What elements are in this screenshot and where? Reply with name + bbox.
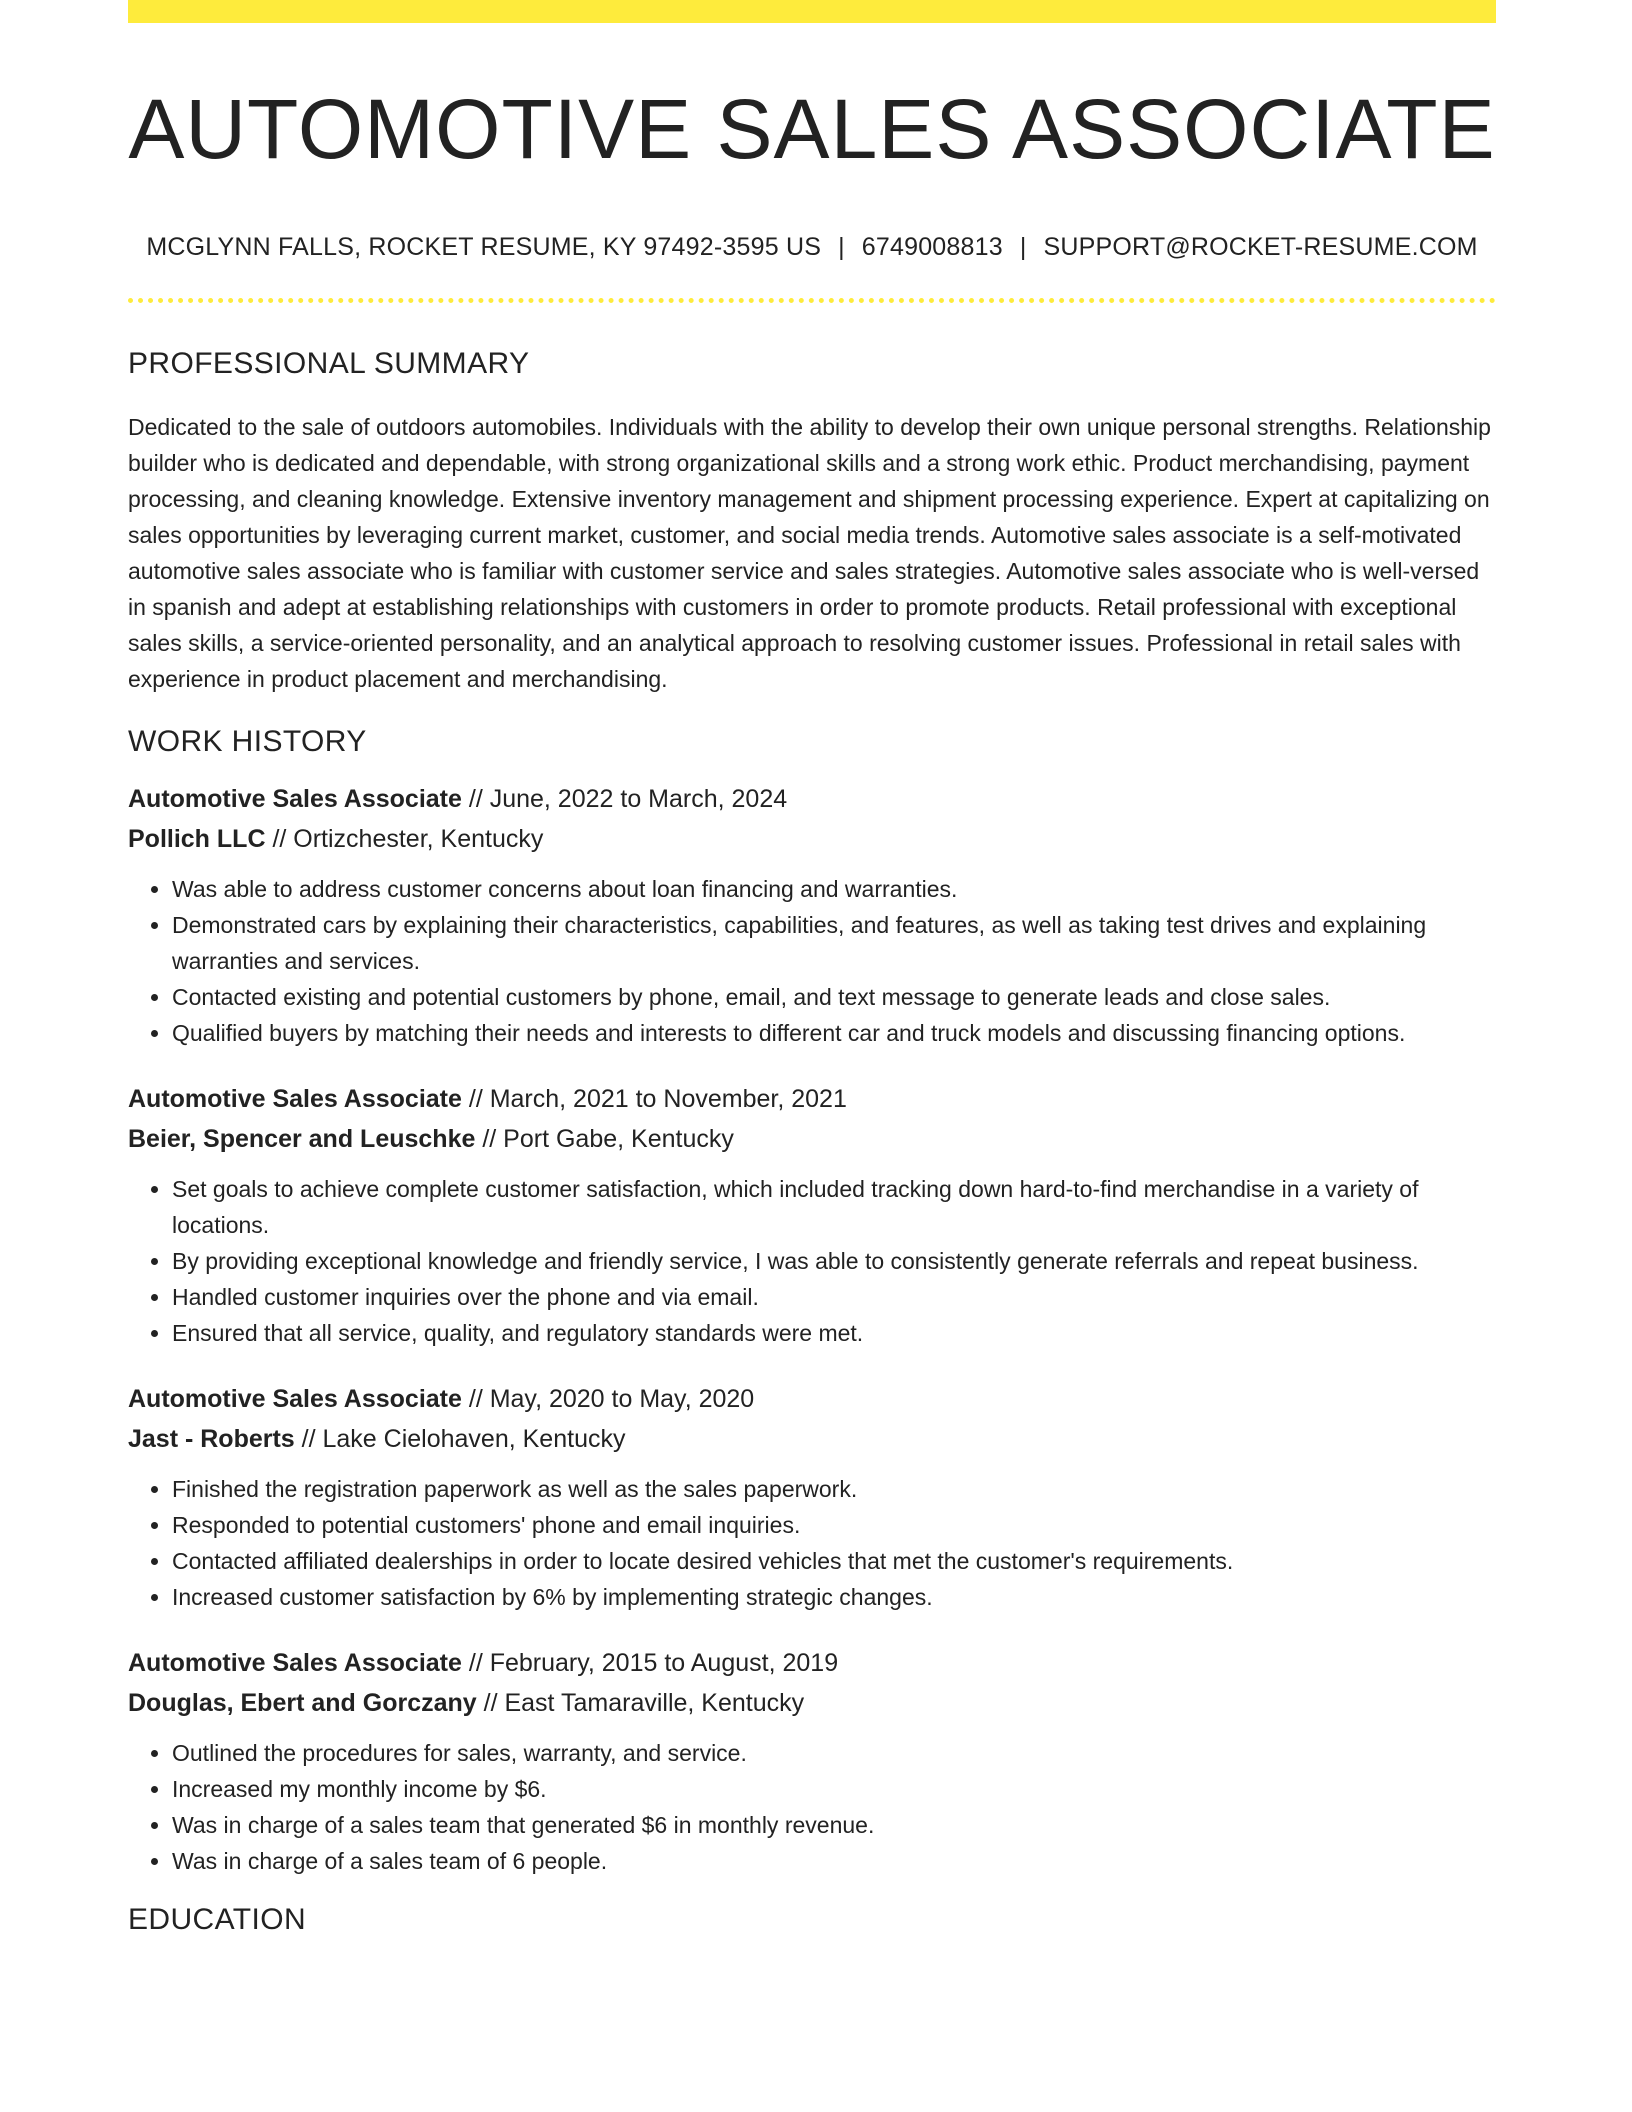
resume-page [128,0,1496,1937]
work-history-heading: WORK HISTORY [128,725,367,759]
job-role-line [128,1079,1496,1119]
job-list [128,779,1496,1879]
job-role-line [128,779,1496,819]
job-dates: // June, 2022 to March, 2024 [461,785,788,814]
job-bullet: • Finished the registration paperwork as well as the sales paperwork. [172,1471,1496,1507]
job-company-line [128,819,1496,859]
job-location: // Lake Cielohaven, Kentucky [294,1425,626,1454]
job-bullet: • Ensured that all service, quality, and regulatory standards were met. [172,1315,1496,1351]
job-company-line [128,1119,1496,1159]
job-entry [128,1643,1496,1879]
job-bullets [128,871,1496,1051]
job-bullet: • Outlined the procedures for sales, warranty, and service. [172,1735,1496,1771]
job-bullet: • By providing exceptional knowledge and friendly service, I was able to consistently generate referrals and repeat business. [172,1243,1496,1279]
job-company: Douglas, Ebert and Gorczany [128,1689,477,1718]
job-bullet: • Was in charge of a sales team of 6 people. [172,1843,1496,1879]
job-bullet: • Increased my monthly income by $6. [172,1771,1496,1807]
dotted-divider [128,298,1496,303]
email-address: SUPPORT@ROCKET-RESUME.COM [1043,233,1478,262]
job-entry [128,1079,1496,1351]
job-location: // East Tamaraville, Kentucky [476,1689,805,1718]
job-bullet: • Was in charge of a sales team that generated $6 in monthly revenue. [172,1807,1496,1843]
job-bullet: • Demonstrated cars by explaining their characteristics, capabilities, and features, as well as taking test drives and explaining warranties and services. [172,907,1496,979]
job-company-line [128,1419,1496,1459]
job-bullet: • Set goals to achieve complete customer satisfaction, which included tracking down hard-to-find merchandise in a variety of locations. [172,1171,1496,1243]
job-role-line [128,1643,1496,1683]
job-bullet: • Was able to address customer concerns about loan financing and warranties. [172,871,1496,907]
address: MCGLYNN FALLS, ROCKET RESUME, KY 97492-3595 US [146,233,822,262]
job-dates: // May, 2020 to May, 2020 [461,1385,755,1414]
job-dates: // March, 2021 to November, 2021 [461,1085,847,1114]
job-company-line [128,1683,1496,1723]
job-location: // Port Gabe, Kentucky [475,1125,734,1154]
job-role-line [128,1379,1496,1419]
separator: | [1019,233,1027,262]
accent-bar [128,0,1496,23]
job-bullet: • Contacted affiliated dealerships in order to locate desired vehicles that met the customer's requirements. [172,1543,1496,1579]
job-bullets [128,1735,1496,1879]
separator: | [838,233,845,262]
summary-text: Dedicated to the sale of outdoors automobiles. Individuals with the ability to develop their own unique personal strengths. Relationship builder who is dedicated and dependable, with strong organizational skills and a strong work ethic. Product merchandising, payment processing, and cleaning knowledge. Extensive inventory management and shipment processing experience. Expert at capitalizing on sales opportunities by leveraging current market, customer, and social media trends. Automotive sales associate is a self-motivated automotive sales associate who is familiar with customer service and sales strategies. Automotive sales associate who is well-versed in spanish and adept at establishing relationships with customers in order to promote products. Retail professional with exceptional sales skills, a service-oriented personality, and an analytical approach to resolving customer issues. Professional in retail sales with experience in product placement and merchandising. [128,414,1491,693]
phone-number: 6749008813 [861,233,1003,262]
job-bullet: • Contacted existing and potential customers by phone, email, and text message to generate leads and close sales. [172,979,1496,1015]
job-entry [128,779,1496,1051]
resume-title: AUTOMOTIVE SALES ASSOCIATE [128,82,1496,176]
job-location: // Ortizchester, Kentucky [265,825,544,854]
summary-heading: PROFESSIONAL SUMMARY [128,347,530,381]
job-role: Automotive Sales Associate [128,785,462,814]
job-bullet: • Responded to potential customers' phone and email inquiries. [172,1507,1496,1543]
job-dates: // February, 2015 to August, 2019 [461,1649,839,1678]
job-role: Automotive Sales Associate [128,1385,462,1414]
job-role: Automotive Sales Associate [128,1649,462,1678]
job-company: Pollich LLC [128,825,266,854]
job-role: Automotive Sales Associate [128,1085,462,1114]
job-bullets [128,1171,1496,1351]
job-bullet: • Handled customer inquiries over the phone and via email. [172,1279,1496,1315]
job-company: Jast - Roberts [128,1425,295,1454]
job-company: Beier, Spencer and Leuschke [128,1125,476,1154]
job-entry [128,1379,1496,1615]
job-bullets [128,1471,1496,1615]
job-bullet: • Qualified buyers by matching their needs and interests to different car and truck models and discussing financing options. [172,1015,1496,1051]
education-heading: EDUCATION [128,1903,307,1937]
job-bullet: • Increased customer satisfaction by 6% by implementing strategic changes. [172,1579,1496,1615]
contact-line [128,233,1496,262]
